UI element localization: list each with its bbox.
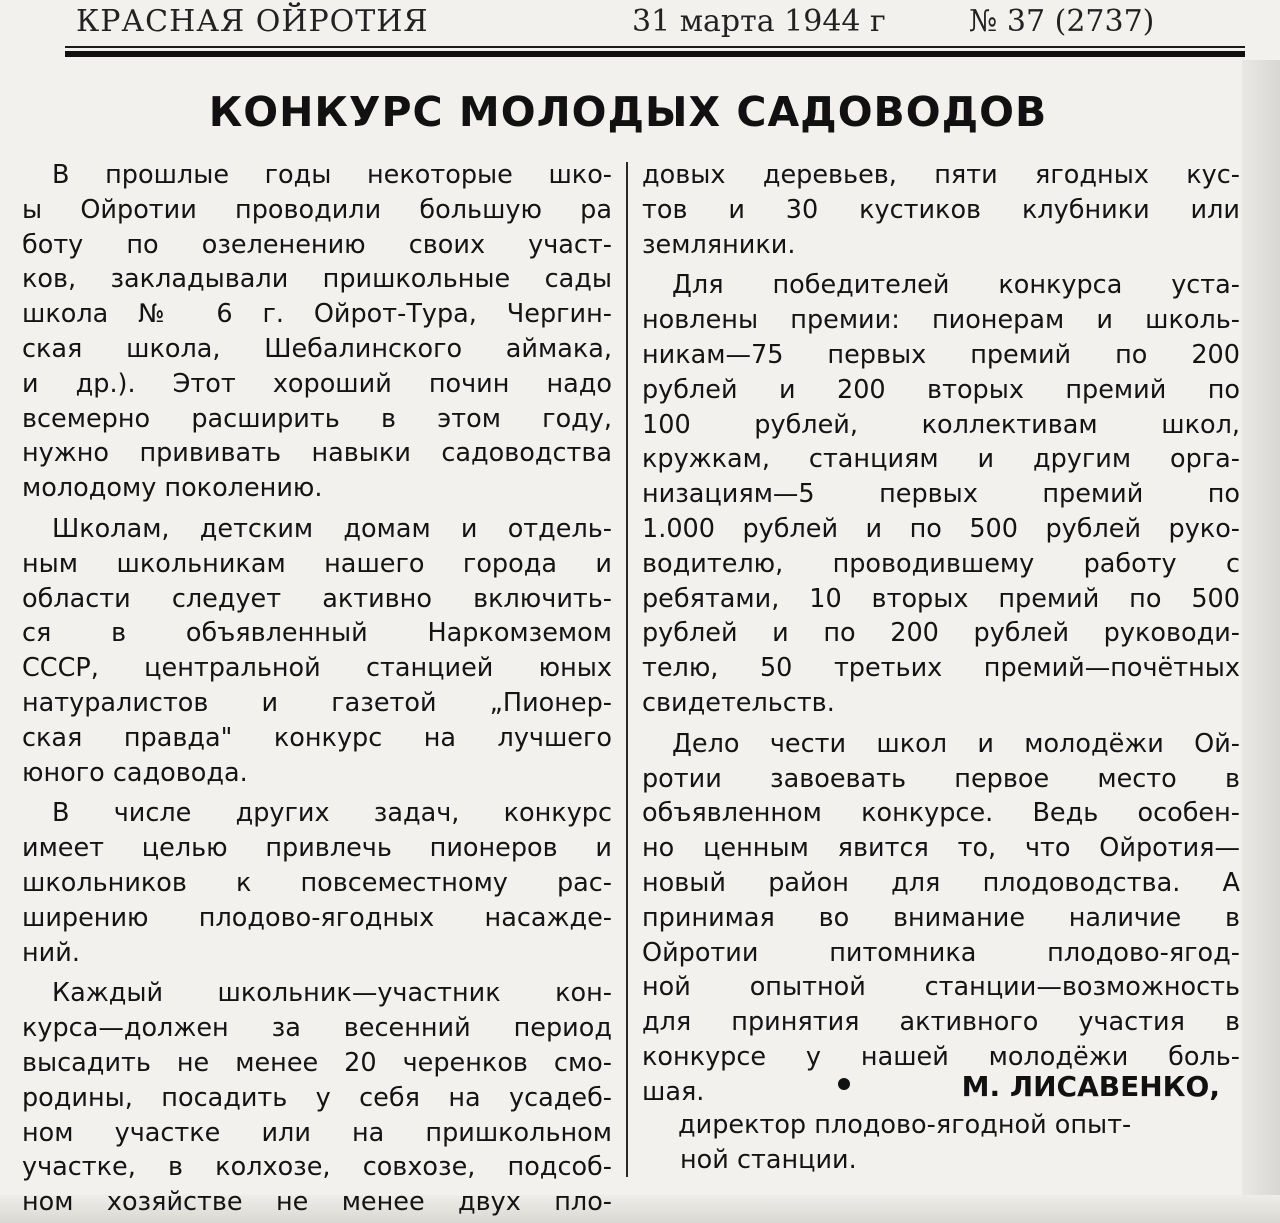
text-line: для принятия активного участия в	[642, 1007, 1240, 1038]
text-line: области следует активно включить-	[22, 583, 612, 614]
text-line: родины, посадить у себя на усадеб-	[22, 1082, 612, 1113]
text-line: 1.000 рублей и по 500 рублей руко-	[642, 513, 1240, 544]
text-line: Ойротии питомника плодово-ягод-	[642, 937, 1240, 968]
text-line: ская правда" конкурс на лучшего	[22, 722, 612, 753]
text-line: ребятами, 10 вторых премий по 500	[642, 583, 1240, 614]
text-line: ротии завоевать первое место в	[642, 763, 1240, 794]
text-line: ном хозяйстве не менее двух пло-	[22, 1187, 612, 1218]
newspaper-title: КРАСНАЯ ОЙРОТИЯ	[76, 4, 429, 39]
text-line: водителю, проводившему работу с	[642, 548, 1240, 579]
text-line: школа № 6 г. Ойрот-Тура, Чергин-	[22, 299, 612, 330]
text-line: Каждый школьник—участник кон-	[52, 978, 612, 1009]
text-line: курса—должен за весенний период	[22, 1013, 612, 1044]
paragraph	[642, 268, 1240, 720]
text-line: низациям—5 первых премий по	[642, 479, 1240, 510]
paragraph	[22, 158, 612, 506]
text-line: школьников к повсеместному рас-	[22, 867, 612, 898]
text-line: ская школа, Шебалинского аймака,	[22, 333, 612, 364]
masthead-rule-thin	[65, 46, 1245, 48]
text-line: довых деревьев, пяти ягодных кус-	[642, 160, 1240, 190]
text-line: ширению плодово-ягодных насажде-	[22, 902, 612, 933]
text-line: молодому поколению.	[22, 473, 323, 504]
text-line: В прошлые годы некоторые шко-	[52, 160, 612, 190]
text-line: имеет целью привлечь пионеров и	[22, 833, 612, 864]
text-line: ков, закладывали пришкольные сады	[22, 264, 612, 295]
text-line: натуралистов и газетой „Пионер-	[22, 687, 612, 718]
paragraph	[22, 796, 612, 970]
paragraph	[22, 512, 612, 790]
text-line: кружкам, станциям и другим орга-	[642, 444, 1240, 475]
paragraph	[642, 158, 1240, 262]
text-line: Дело чести школ и молодёжи Ой-	[672, 728, 1240, 759]
text-line: ным школьникам нашего города и	[22, 548, 612, 579]
text-line: ы Ойротии проводили большую ра	[22, 194, 612, 225]
text-line: принимая во внимание наличие в	[642, 902, 1240, 933]
text-line: и др.). Этот хороший почин надо	[22, 368, 612, 399]
text-line: ном участке или на пришкольном	[22, 1117, 612, 1148]
text-line: Школам, детским домам и отдель-	[52, 513, 612, 544]
text-line: тов и 30 кустиков клубники или	[642, 194, 1240, 225]
issue-date: 31 марта 1944 г	[632, 4, 886, 39]
article-column-right	[642, 158, 1240, 1110]
text-line: рублей и 200 вторых премий по	[642, 374, 1240, 405]
adjacent-column-bleed	[1242, 60, 1280, 1223]
column-divider	[626, 162, 628, 1177]
text-line: нужно прививать навыки садоводства	[22, 438, 612, 469]
text-line: Для победителей конкурса уста-	[672, 270, 1240, 301]
text-line: ний.	[22, 937, 80, 968]
article-headline: КОНКУРС МОЛОДЫХ САДОВОДОВ	[208, 88, 1048, 136]
masthead-rule-thick	[65, 51, 1245, 57]
paragraph	[642, 727, 1240, 1110]
text-line: но ценным явится то, что Ойротия—	[642, 833, 1240, 864]
text-line: высадить не менее 20 черенков смо-	[22, 1047, 612, 1078]
text-line: ся в объявленный Наркомземом	[22, 618, 612, 649]
author-title	[678, 1108, 1238, 1178]
text-line: объявленном конкурсе. Ведь особен-	[642, 798, 1240, 829]
text-line: юного садовода.	[22, 757, 248, 788]
text-line: участке, в колхозе, совхозе, подсоб-	[22, 1152, 612, 1183]
issue-number: № 37 (2737)	[969, 4, 1155, 39]
author-title-line: директор плодово-ягодной опыт-	[678, 1110, 1132, 1140]
text-line: новлены премии: пионерам и школь-	[642, 305, 1240, 336]
text-line: всемерно расширить в этом году,	[22, 403, 612, 434]
text-line: ной опытной станции—возможность	[642, 972, 1240, 1003]
text-line: 100 рублей, коллективам школ,	[642, 409, 1240, 440]
text-line: рублей и по 200 рублей руководи-	[642, 618, 1240, 649]
article-column-left	[22, 158, 612, 1220]
text-line: конкурсе у нашей молодёжи боль-	[642, 1041, 1240, 1072]
text-line: СССР, центральной станцией юных	[22, 653, 612, 684]
author-title-line: ной станции.	[680, 1144, 857, 1175]
text-line: боту по озеленению своих участ-	[22, 229, 612, 260]
text-line: шая.	[642, 1076, 705, 1107]
text-line: телю, 50 третьих премий—почётных	[642, 653, 1240, 684]
text-line: никам—75 первых премий по 200	[642, 339, 1240, 370]
text-line: земляники.	[642, 229, 796, 260]
text-line: свидетельств.	[642, 687, 835, 718]
author-name: М. ЛИСАВЕНКО,	[961, 1070, 1220, 1103]
text-line: В числе других задач, конкурс	[52, 798, 612, 829]
text-line: новый район для плодоводства. А	[642, 867, 1240, 898]
paragraph	[22, 976, 612, 1220]
